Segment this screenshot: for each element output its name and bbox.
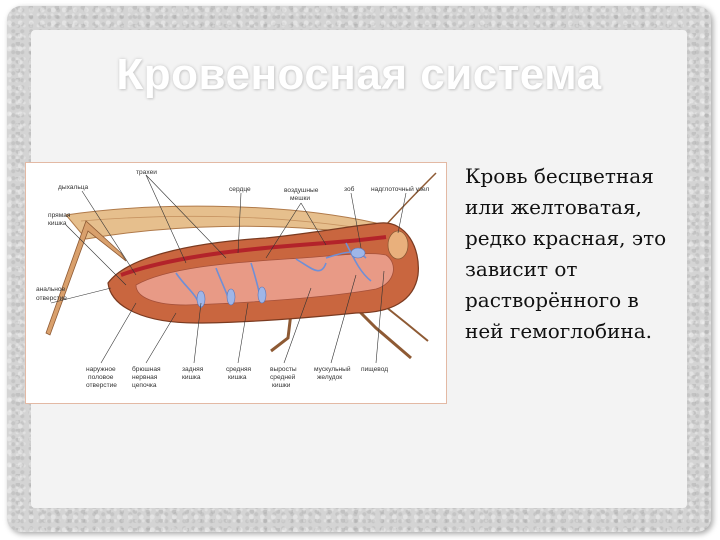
label-meshki-1: воздушные: [284, 187, 319, 194]
body-text-line: Кровь бесцветная: [465, 164, 654, 188]
label-nerv-1: брюшная: [132, 366, 161, 373]
body-text-line: растворённого в: [465, 288, 639, 312]
body-text-line: ней гемоглобина.: [465, 319, 652, 343]
label-anal-1: анальное: [36, 286, 66, 293]
slide-title: Кровеносная система: [116, 50, 602, 99]
label-vyrosty-3: кишки: [272, 382, 291, 389]
body-text-line: редко красная, это: [465, 226, 667, 250]
body-text-line: зависит от: [465, 257, 578, 281]
label-zob: зоб: [344, 186, 355, 193]
body-text-line: или желтоватая,: [465, 195, 642, 219]
label-zadnyaya-1: задняя: [182, 366, 204, 373]
label-zheludok-1: мускульный: [314, 366, 351, 373]
label-vyrosty-2: средней: [270, 374, 296, 381]
antenna: [386, 173, 436, 225]
label-srednyaya-1: средняя: [226, 366, 252, 373]
eye: [388, 231, 408, 259]
slide: [7, 6, 711, 532]
label-zheludok-2: желудок: [317, 374, 343, 381]
label-kishka-2: кишка: [48, 220, 67, 227]
label-polovoe-1: наружное: [86, 366, 116, 373]
diagram-svg: [26, 163, 446, 403]
label-vyrosty-1: выросты: [270, 366, 297, 373]
label-polovoe-2: половое: [88, 374, 114, 381]
grasshopper-circulatory-diagram: [25, 162, 447, 404]
label-serdce: сердце: [229, 186, 251, 193]
front-leg: [356, 308, 411, 358]
label-nerv-2: нервная: [132, 374, 158, 381]
label-pishevod: пищевод: [361, 366, 389, 373]
label-srednyaya-2: кишка: [228, 374, 247, 381]
label-nerv-3: цепочка: [132, 382, 157, 389]
label-uzel: надглоточный узел: [371, 186, 430, 193]
label-trahei: трахеи: [136, 169, 157, 176]
label-polovoe-3: отверстие: [86, 382, 117, 389]
slide-body-text: [465, 161, 695, 347]
label-meshki-2: мешки: [290, 195, 311, 202]
label-kishka-1: прямая: [48, 212, 71, 219]
label-zadnyaya-2: кишка: [182, 374, 201, 381]
label-dyhalca: дыхальца: [58, 184, 89, 191]
label-anal-2: отверстие: [36, 295, 67, 302]
